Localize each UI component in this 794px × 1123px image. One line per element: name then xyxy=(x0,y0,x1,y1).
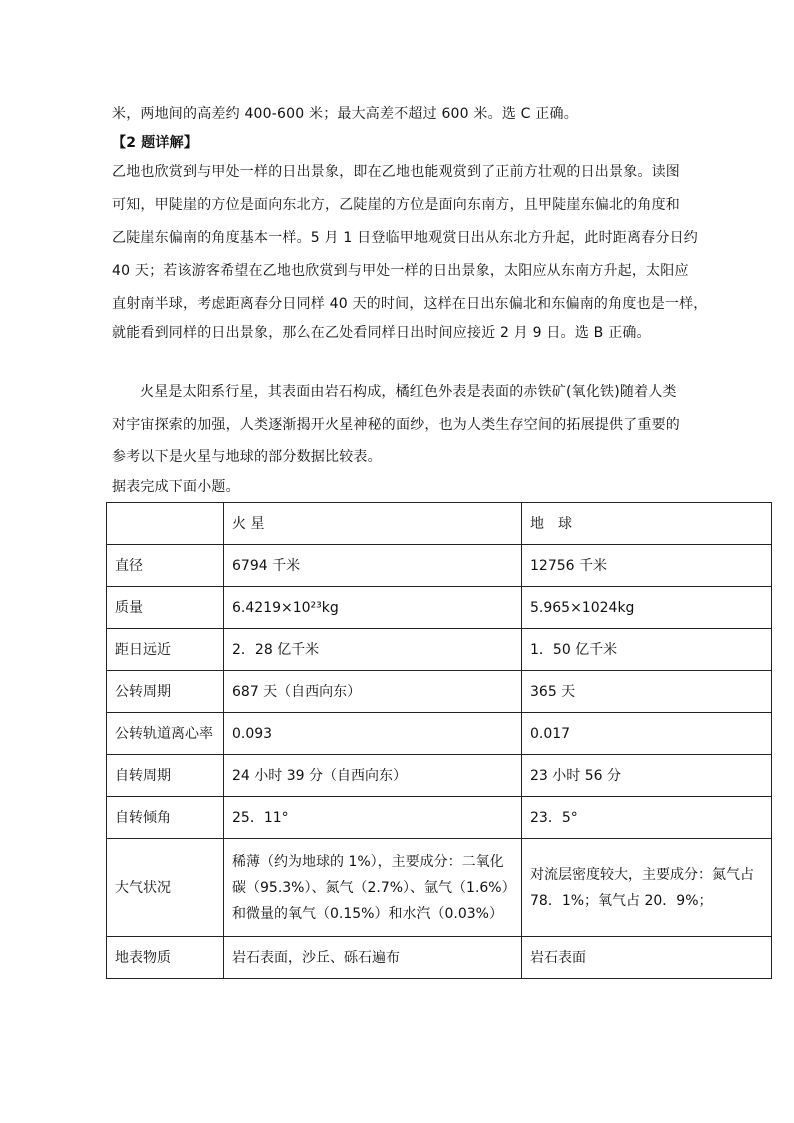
row-label-cell: 质量 xyxy=(107,587,224,629)
header-mars-cell: 火 星 xyxy=(224,503,522,545)
row-label-cell: 直径 xyxy=(107,545,224,587)
table-row xyxy=(107,713,772,755)
header-label-cell xyxy=(107,503,224,545)
earth-value-cell: 12756 千米 xyxy=(522,545,772,587)
intro-text-line-3: 参考以下是火星与地球的部分数据比较表。 xyxy=(112,449,382,465)
answer-text-line-7: 就能看到同样的日出景象，那么在乙处看同样日出时间应接近 2 月 9 日。选 B 正确。 xyxy=(112,325,651,341)
mars-earth-comparison-table xyxy=(106,502,772,979)
intro-text-line-1: 火星是太阳系行星，其表面由岩石构成，橘红色外表是表面的赤铁矿(氧化铁)随着人类 xyxy=(140,384,677,400)
table-row xyxy=(107,797,772,839)
row-label-cell: 自转倾角 xyxy=(107,797,224,839)
answer-text-line-5: 40 天；若该游客希望在乙地也欣赏到与甲处一样的日出景象，太阳应从东南方升起，太阳应 xyxy=(112,263,689,279)
row-label-cell: 大气状况 xyxy=(107,839,224,937)
earth-value-cell: 1．50 亿千米 xyxy=(522,629,772,671)
earth-value-cell: 5.965×1024kg xyxy=(522,587,772,629)
earth-value-cell: 岩石表面 xyxy=(522,937,772,979)
mars-value-cell: 0.093 xyxy=(224,713,522,755)
table-row xyxy=(107,587,772,629)
mars-value-cell: 6.4219×10²³kg xyxy=(224,587,522,629)
answer-text-line-6: 直射南半球，考虑距离春分日同样 40 天的时间，这样在日出东偏北和东偏南的角度也是一样， xyxy=(112,296,708,312)
mars-value-cell: 6794 千米 xyxy=(224,545,522,587)
instruction-text: 据表完成下面小题。 xyxy=(112,479,240,495)
table-row xyxy=(107,545,772,587)
earth-value-cell: 23 小时 56 分 xyxy=(522,755,772,797)
table-row xyxy=(107,671,772,713)
earth-value-cell: 365 天 xyxy=(522,671,772,713)
row-label-cell: 距日远近 xyxy=(107,629,224,671)
mars-value-cell: 24 小时 39 分（自西向东） xyxy=(224,755,522,797)
earth-value-cell: 23．5° xyxy=(522,797,772,839)
mars-value-cell: 25．11° xyxy=(224,797,522,839)
row-label-cell: 地表物质 xyxy=(107,937,224,979)
table-row xyxy=(107,937,772,979)
answer-text-line-4: 乙陡崖东偏南的角度基本一样。5 月 1 日登临甲地观赏日出从东北方升起，此时距离春分日约 xyxy=(112,230,698,246)
table-row xyxy=(107,839,772,937)
mars-value-cell: 岩石表面，沙丘、砾石遍布 xyxy=(224,937,522,979)
table-header-row xyxy=(107,503,772,545)
row-label-cell: 自转周期 xyxy=(107,755,224,797)
row-label-cell: 公转周期 xyxy=(107,671,224,713)
row-label-cell: 公转轨道离心率 xyxy=(107,713,224,755)
earth-value-cell: 0.017 xyxy=(522,713,772,755)
table-row xyxy=(107,755,772,797)
earth-value-cell: 对流层密度较大，主要成分：氮气占 78．1%；氧气占 20．9%； xyxy=(522,839,772,937)
intro-text-line-2: 对宇宙探索的加强，人类逐渐揭开火星神秘的面纱，也为人类生存空间的拓展提供了重要的 xyxy=(112,417,680,433)
mars-value-cell: 687 天（自西向东） xyxy=(224,671,522,713)
answer-text-line-3: 可知，甲陡崖的方位是面向东北方，乙陡崖的方位是面向东南方，且甲陡崖东偏北的角度和 xyxy=(112,197,680,213)
answer-heading-2: 【2 题详解】 xyxy=(112,135,199,151)
header-earth-cell: 地 球 xyxy=(522,503,772,545)
answer-text-line-2: 乙地也欣赏到与甲处一样的日出景象，即在乙地也能观赏到了正前方壮观的日出景象。读图 xyxy=(112,164,680,180)
answer-text-line-1: 米，两地间的高差约 400-600 米；最大高差不超过 600 米。选 C 正确。 xyxy=(112,106,578,122)
table-row xyxy=(107,629,772,671)
mars-value-cell: 稀薄（约为地球的 1%），主要成分：二氧化碳（95.3%）、氮气（2.7%）、氩气（1.6%）和微量的氧气（0.15%）和水汽（0.03%） xyxy=(224,839,522,937)
mars-value-cell: 2．28 亿千米 xyxy=(224,629,522,671)
